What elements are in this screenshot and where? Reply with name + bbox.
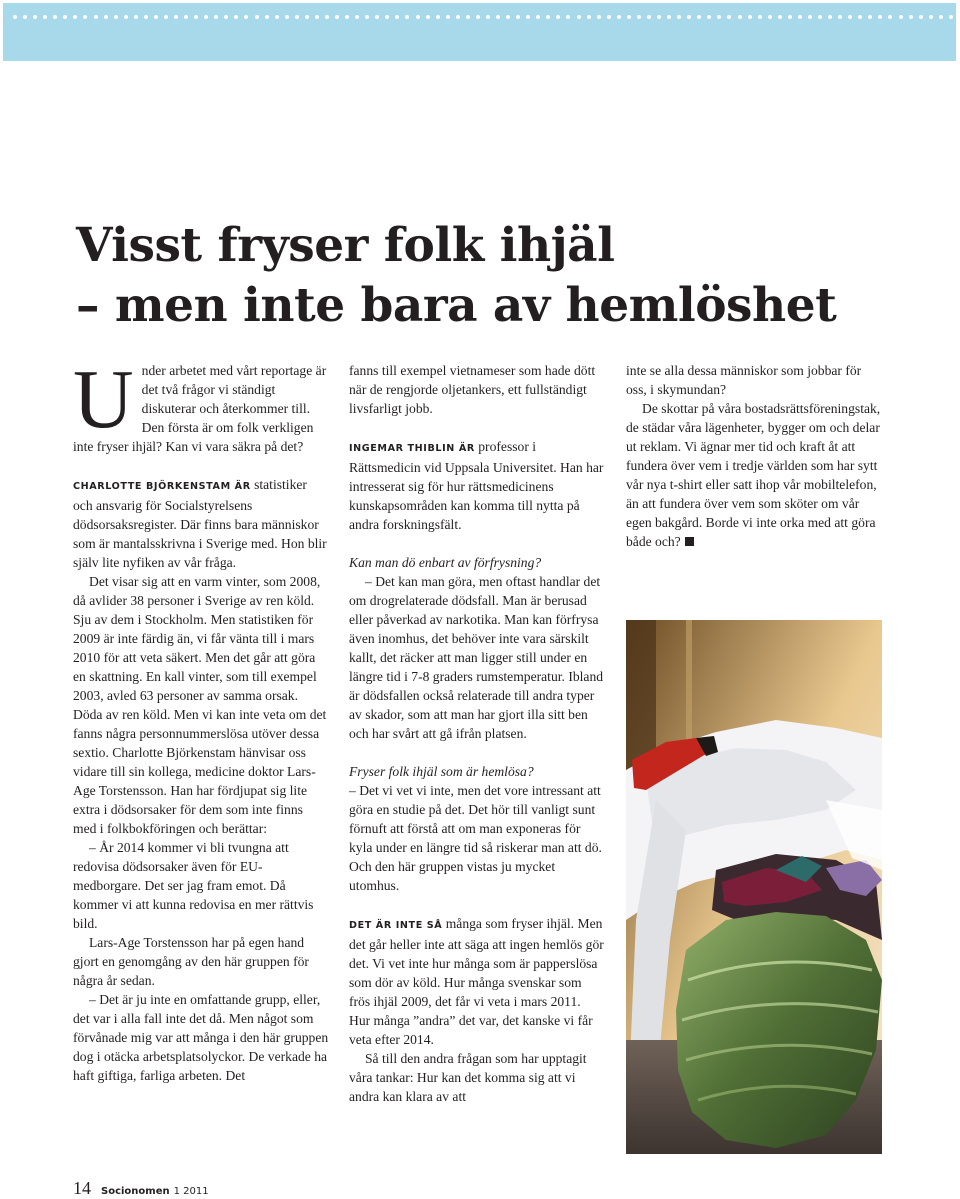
interview-answer: – Det vi vet vi inte, men det vore intressant att göra en studie på det. Det hör till vanligt sunt förnuft att förstå att om man exponeras för kyla under en längre tid så riskerar man att dö. Och den här gruppen vistas ju mycket utomhus. xyxy=(349,783,602,893)
article-photo xyxy=(626,620,882,1154)
border-dot xyxy=(617,15,621,19)
border-dot xyxy=(33,15,37,19)
border-dot xyxy=(526,15,530,19)
border-dot xyxy=(204,15,208,19)
border-dot xyxy=(83,15,87,19)
border-dot xyxy=(657,15,661,19)
magazine-name: Socionomen xyxy=(101,1186,170,1197)
border-dot xyxy=(53,15,57,19)
interview-question: Kan man dö enbart av förfrysning? xyxy=(349,555,542,570)
border-dot xyxy=(73,15,77,19)
paragraph: De skottar på våra bostadsrättsföreningstak, de städar våra lägenheter, bygger om och delar ut reklam. Vi ägnar mer tid och kraft åt att fundera över vem i tredje världen som har sytt vår nya t-shirt eller satt ihop vår mobiltelefon, än att fundera över vem som sköter om vår egen bakgård. Borde vi inte orka med att göra både och? xyxy=(626,401,881,549)
paragraph: DET ÄR INTE SÅ många som fryser ihjäl. Men det går heller inte att säga att ingen hemlös gör det. Vi vet inte hur många som är papperslösa som dör av köld. Hur många svenskar som frös ihjäl 2009, det får vi veta i mars 2011. Hur många ”andra” det var, det kanske vi får veta efter 2014. xyxy=(349,916,604,1047)
paragraph: Det visar sig att en varm vinter, som 2008, då avlider 38 personer i Sverige av ren köld. Sju av dem i Stockholm. Men statistiken för 2009 är inte färdig än, vi får vänta till i mars 2010 för att veta säkert. Men det går att göra en skattning. En kall vinter, som till exempel 2003, avled 63 personer av samma orsak. Döda av ren köld. Men vi kan inte veta om det fanns några personnummerslösa utöver dessa sextio. Charlotte Björkenstam hänvisar oss vidare till sin kollega, medicine doktor Lars-Age Torstensson. Han har fördjupat sig lite extra i dödsorsaker för dem som inte finns med i folkbokföringen och berättar: xyxy=(73,574,327,836)
border-dot xyxy=(506,15,510,19)
border-dot xyxy=(798,15,802,19)
border-dot xyxy=(295,15,299,19)
border-dot xyxy=(939,15,943,19)
border-dot xyxy=(707,15,711,19)
border-dot xyxy=(164,15,168,19)
border-dot xyxy=(265,15,269,19)
border-dot xyxy=(255,15,259,19)
border-dot xyxy=(184,15,188,19)
border-dot xyxy=(878,15,882,19)
border-dot xyxy=(436,15,440,19)
border-dot xyxy=(667,15,671,19)
border-dot xyxy=(868,15,872,19)
border-dot xyxy=(325,15,329,19)
border-dot xyxy=(909,15,913,19)
border-dot xyxy=(94,15,98,19)
paragraph: inte se alla dessa människor som jobbar för oss, i skymundan? xyxy=(626,363,862,397)
border-dot xyxy=(416,15,420,19)
issue-number: 1 2011 xyxy=(173,1186,209,1197)
border-dot xyxy=(194,15,198,19)
border-dot xyxy=(546,15,550,19)
border-dot xyxy=(335,15,339,19)
column-1 xyxy=(73,353,329,1085)
border-dot xyxy=(13,15,17,19)
border-dot xyxy=(577,15,581,19)
page-footer xyxy=(73,1178,209,1199)
lead-in: INGEMAR THIBLIN ÄR xyxy=(349,443,475,454)
border-dot xyxy=(375,15,379,19)
border-dot xyxy=(365,15,369,19)
border-dot xyxy=(385,15,389,19)
border-dot xyxy=(456,15,460,19)
column-2 xyxy=(349,361,605,1106)
border-dot xyxy=(174,15,178,19)
border-dot xyxy=(214,15,218,19)
page-number: 14 xyxy=(73,1178,91,1198)
border-dot xyxy=(315,15,319,19)
border-dot xyxy=(446,15,450,19)
border-dot xyxy=(395,15,399,19)
top-color-band xyxy=(3,3,956,61)
border-dot xyxy=(687,15,691,19)
border-dot xyxy=(566,15,570,19)
border-dot xyxy=(345,15,349,19)
border-dot xyxy=(244,15,248,19)
paragraph: fanns till exempel vietnameser som hade dött när de rengjorde oljetankers, ett fullständigt livsfarligt jobb. xyxy=(349,363,596,416)
border-dot xyxy=(788,15,792,19)
border-dot xyxy=(63,15,67,19)
paragraph: INGEMAR THIBLIN ÄR professor i Rättsmedicin vid Uppsala Universitet. Han har intresserat sig för hur rättsmedicinens kunskapsområden kan komma till nytta på andra forskningsfält. xyxy=(349,439,604,532)
border-dot xyxy=(305,15,309,19)
border-dot xyxy=(748,15,752,19)
border-dot xyxy=(355,15,359,19)
border-dot xyxy=(124,15,128,19)
border-dot xyxy=(758,15,762,19)
border-dot xyxy=(134,15,138,19)
lead-in: CHARLOTTE BJÖRKENSTAM ÄR xyxy=(73,481,251,492)
border-dot xyxy=(778,15,782,19)
border-dot xyxy=(597,15,601,19)
lead-in: DET ÄR INTE SÅ xyxy=(349,920,443,931)
border-dot xyxy=(949,15,953,19)
border-dot xyxy=(466,15,470,19)
border-dot xyxy=(738,15,742,19)
border-dot xyxy=(23,15,27,19)
border-dot xyxy=(929,15,933,19)
border-dot xyxy=(556,15,560,19)
border-dot xyxy=(848,15,852,19)
quote-paragraph: – Det är ju inte en omfattande grupp, eller, det var i alla fall inte det då. Men något som förvånade mig var att många i den här gruppen dog i otäcka arbetsplatsolyckor. De verkade ha haft giftiga, farliga arbeten. Det xyxy=(73,992,329,1083)
border-dot xyxy=(888,15,892,19)
border-dot xyxy=(104,15,108,19)
border-dot xyxy=(275,15,279,19)
border-dot xyxy=(697,15,701,19)
column-3 xyxy=(626,361,884,551)
border-dot xyxy=(768,15,772,19)
border-dot xyxy=(426,15,430,19)
interview-question: Fryser folk ihjäl som är hemlösa? xyxy=(349,764,534,779)
border-dot xyxy=(838,15,842,19)
border-dot xyxy=(144,15,148,19)
intro-paragraph: Under arbetet med vårt reportage är det två frågor vi ständigt diskuterar och återkommer till. Den första är om folk verkligen inte fryser ihjäl? Kan vi vara säkra på det? xyxy=(73,353,327,454)
border-dot xyxy=(516,15,520,19)
border-dot xyxy=(627,15,631,19)
border-dot xyxy=(828,15,832,19)
interview-answer: – Det kan man göra, men oftast handlar det om drogrelaterade dödsfall. Man är berusad eller påverkad av narkotika. Man kan förfrysa även inomhus, det behöver inte vara särskilt kallt, det räcker att man ligger still under en längre tid i 7-8 graders rumstemperatur. Ibland är dödsfallen också relaterade till andra typer av skador, som att man har gjort illa sitt ben och har svårt att gå ifrån platsen. xyxy=(349,574,604,741)
border-dot xyxy=(224,15,228,19)
border-dot xyxy=(808,15,812,19)
border-dot xyxy=(607,15,611,19)
border-dot xyxy=(637,15,641,19)
headline xyxy=(76,216,836,336)
border-dot xyxy=(234,15,238,19)
border-dot xyxy=(677,15,681,19)
border-dot xyxy=(647,15,651,19)
border-dot xyxy=(818,15,822,19)
border-dot xyxy=(486,15,490,19)
border-dot xyxy=(536,15,540,19)
headline-line-2: – men inte bara av hemlöshet xyxy=(76,278,837,333)
border-dot xyxy=(727,15,731,19)
headline-line-1: Visst fryser folk ihjäl xyxy=(76,218,615,273)
border-dot xyxy=(285,15,289,19)
border-dot xyxy=(587,15,591,19)
border-dot xyxy=(154,15,158,19)
border-dot xyxy=(919,15,923,19)
border-dot xyxy=(476,15,480,19)
border-dot xyxy=(405,15,409,19)
dotted-border xyxy=(13,15,953,21)
border-dot xyxy=(43,15,47,19)
end-mark-icon xyxy=(685,537,694,546)
border-dot xyxy=(899,15,903,19)
drop-cap: U xyxy=(73,353,134,446)
paragraph: Så till den andra frågan som har upptagit våra tankar: Hur kan det komma sig att vi andra kan klara av att xyxy=(349,1051,587,1104)
paragraph: Lars-Age Torstensson har på egen hand gjort en genomgång av den här gruppen för några år sedan. xyxy=(73,935,309,988)
border-dot xyxy=(717,15,721,19)
photo-sleeping-bag-shelter xyxy=(626,620,882,1154)
border-dot xyxy=(114,15,118,19)
paragraph: CHARLOTTE BJÖRKENSTAM ÄR statistiker och ansvarig för Socialstyrelsens dödsorsaksregister. Där finns bara människor som är mantalsskrivna i Sverige med. Hon blir själv lite nyfiken av vår fråga. xyxy=(73,477,327,570)
border-dot xyxy=(496,15,500,19)
quote-paragraph: – År 2014 kommer vi bli tvungna att redovisa dödsorsaker även för EU-medborgare. Det ser jag fram emot. Då kommer vi att kunna redovisa en mer rättvis bild. xyxy=(73,840,314,931)
border-dot xyxy=(858,15,862,19)
